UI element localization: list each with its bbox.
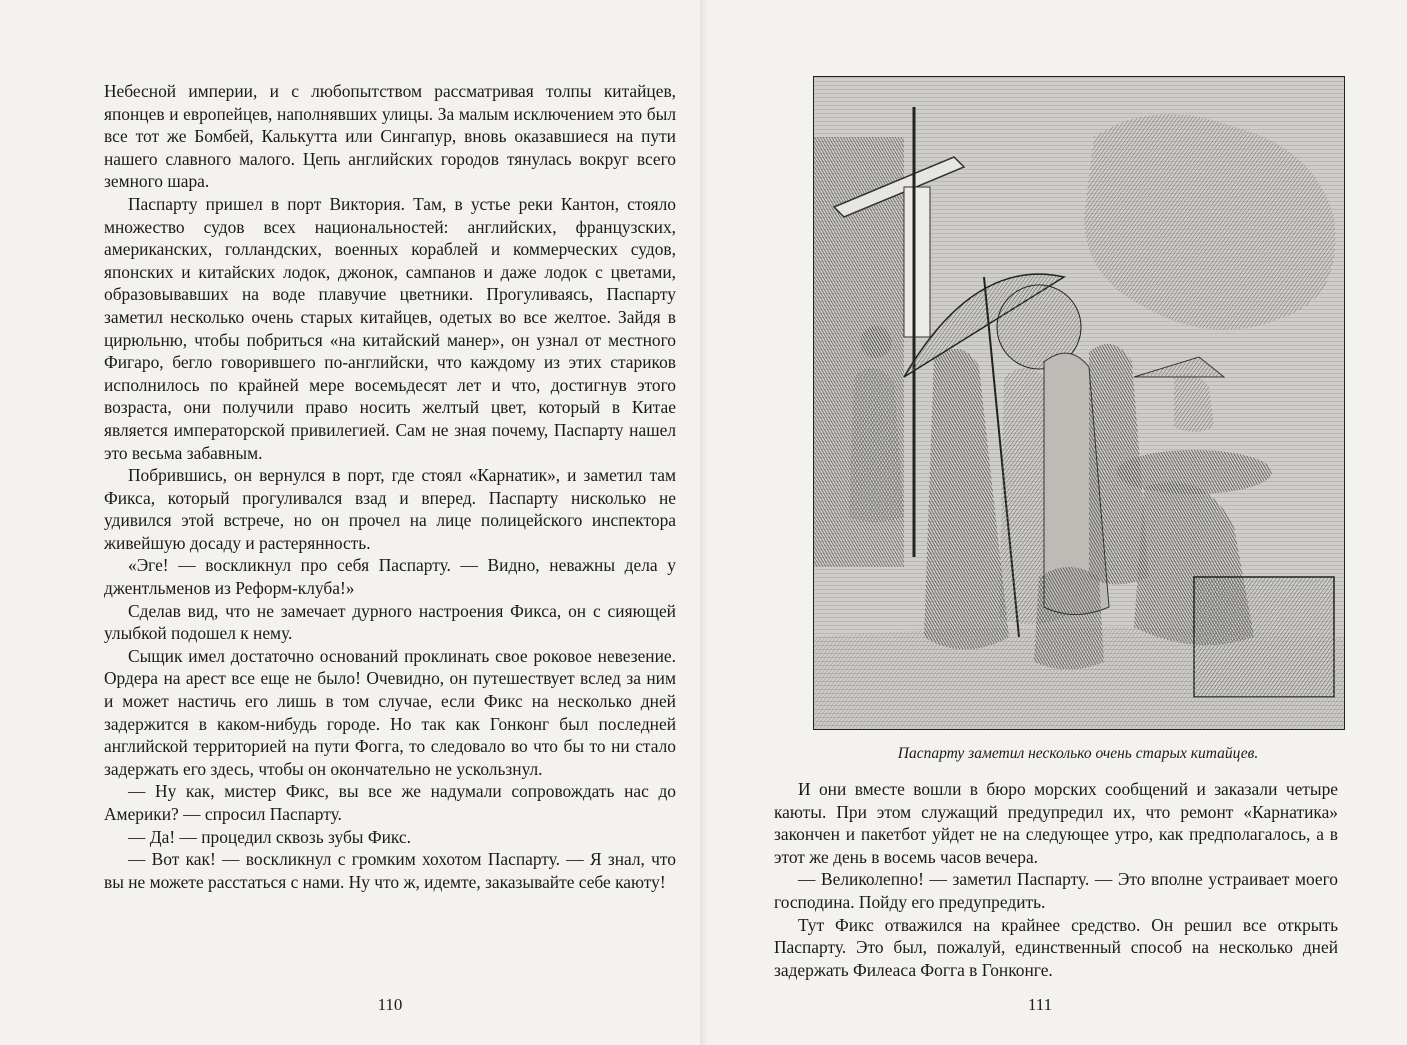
left-page-text	[104, 80, 676, 893]
right-page-text	[774, 778, 1338, 981]
paragraph: — Великолепно! — заметил Паспарту. — Это вполне устраивает моего господина. Пойду его предупредить.	[774, 869, 1338, 912]
left-page	[0, 0, 703, 1045]
engraving-drawing	[814, 77, 1344, 729]
paragraph: — Ну как, мистер Фикс, вы все же надумали сопровождать нас до Америки? — спросил Паспарту.	[104, 781, 676, 824]
engraving-illustration	[813, 76, 1345, 730]
paragraph: — Вот как! — воскликнул с громким хохотом Паспарту. — Я знал, что вы не можете расстаться с нами. Ну что ж, идемте, заказывайте себе каюту!	[104, 849, 676, 892]
page-number-left: 110	[377, 995, 403, 1014]
paragraph: Сделав вид, что не замечает дурного настроения Фикса, он с сияющей улыбкой подошел к нему.	[104, 600, 676, 644]
illustration-caption: Паспарту заметил несколько очень старых китайцев.	[897, 745, 1259, 762]
paragraph: И они вместе вошли в бюро морских сообщений и заказали четыре каюты. При этом служащий предупредил их, что ремонт «Карнатика» закончен и пакетбот уйдет не на следующее утро, как предполагалось, а в этот же день в восемь часов вечера.	[774, 779, 1338, 867]
right-page	[704, 0, 1407, 1045]
paragraph: Небесной империи, и с любопытством рассматривая толпы китайцев, японцев и европейцев, наполнявших улицы. За малым исключением это был все тот же Бомбей, Калькутта или Сингапур, вновь оказавшиеся на пути нашего славного малого. Цепь английских городов тянулась вокруг всего земного шара.	[104, 81, 676, 192]
paragraph: Сыщик имел достаточно оснований проклинать свое роковое невезение. Ордера на арест все еще не было! Очевидно, он путешествует вслед за ним и может настичь его лишь в том случае, если Фикс на несколько дней задержится в каком-нибудь городе. Но так как Гонконг был последней английской территорией на пути Фогга, то следовало во что бы то ни стало задержать его здесь, чтобы он окончательно не ускользнул.	[104, 645, 676, 779]
paragraph: — Да! — процедил сквозь зубы Фикс.	[128, 826, 411, 847]
page-number-right: 111	[1027, 995, 1053, 1014]
paragraph: «Эге! — воскликнул про себя Паспарту. — Видно, неважны дела у джентльменов из Реформ-клуба!»	[104, 555, 676, 599]
paragraph: Побрившись, он вернулся в порт, где стоял «Карнатик», и заметил там Фикса, который прогуливался взад и вперед. Паспарту нисколько не удивился этой встрече, но он прочел на лице полицейского инспектора живейшую досаду и растерянность.	[104, 465, 676, 553]
paragraph: Паспарту пришел в порт Виктория. Там, в устье реки Кантон, стояло множество судов всех национальностей: английских, французских, американских, голландских, военных кораблей и коммерческих судов, японских и китайских лодок, джонок, сампанов и даже лодок с цветами, образовывавших на воде плавучие цветники. Прогуливаясь, Паспарту заметил несколько очень старых китайцев, одетых во все желтое. Зайдя в цирюльню, чтобы побриться «на китайский манер», он узнал от местного Фигаро, бегло говорившего по-английски, что каждому из этих стариков исполнилось по крайней мере восемьдесят лет и что, достигнув этого возраста, они получили право носить желтый цвет, который в Китае является императорской привилегией. Сам не зная почему, Паспарту нашел это весьма забавным.	[104, 193, 676, 463]
paragraph: Тут Фикс отважился на крайнее средство. Он решил все открыть Паспарту. Это был, пожалуй, единственный способ на несколько дней задержать Филеаса Фогга в Гонконге.	[774, 914, 1338, 980]
